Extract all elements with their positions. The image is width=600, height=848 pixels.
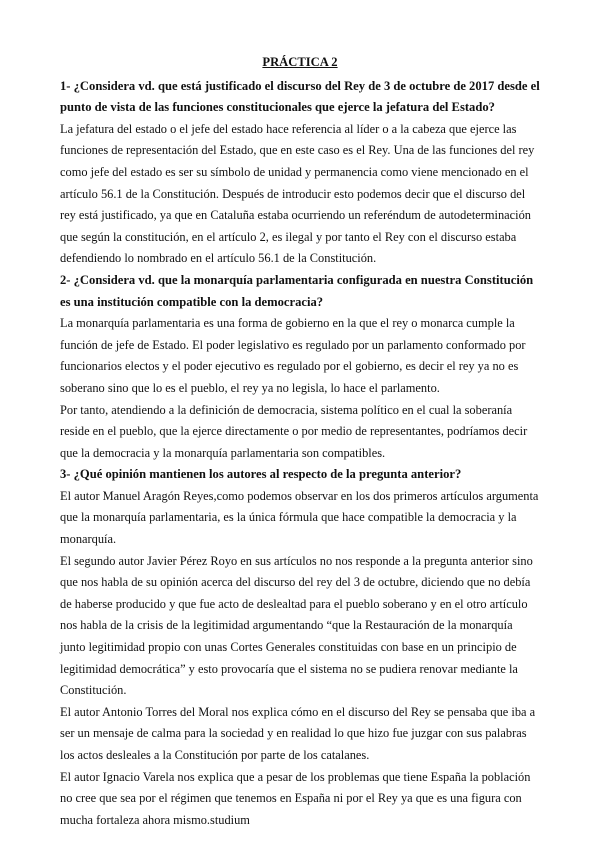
section-1 xyxy=(60,76,540,270)
question-1: 1- ¿Considera vd. que está justificado el discurso del Rey de 3 de octubre de 2017 desde el punto de vista de las funciones constitucionales que ejerce la jefatura del Estado? xyxy=(60,78,540,115)
answer-3-paragraph-2: El segundo autor Javier Pérez Royo en sus artículos no nos responde a la pregunta anterior sino que nos habla de su opinión acerca del discurso del rey del 3 de octubre, diciendo que no debía de haberse producido y que fue acto de deslealtad para el pueblo soberano y en el otro artículo nos habla de la crisis de la legitimidad argumentando “que la Restauración de la monarquía junto legitimidad propio con unas Cortes Generales constituidas con base en un principio de legitimidad democrática” y esto provocaría que el sistema no se pudiera renovar mediante la Constitución. xyxy=(60,553,533,698)
answer-3-paragraph-3: El autor Antonio Torres del Moral nos explica cómo en el discurso del Rey se pensaba que iba a ser un mensaje de calma para la sociedad y en realidad lo que hizo fue juzgar con sus palabras los actos desleales a la Constitución por parte de los catalanes. xyxy=(60,704,536,762)
answer-3-paragraph-1: El autor Manuel Aragón Reyes,como podemos observar en los dos primeros artículos argumenta que la monarquía parlamentaria, es la única fórmula que hace compatible la democracia y la monarquía. xyxy=(60,488,539,547)
answer-2-paragraph-1: La monarquía parlamentaria es una forma de gobierno en la que el rey o monarca cumple la función de jefe de Estado. El poder legislativo es regulado por un parlamento conformado por funcionarios electos y el poder ejecutivo es regulado por el gobierno, es decir el rey ya no es soberano sino que lo es el pueblo, el rey ya no legisla, lo hace el parlamento. xyxy=(60,316,526,395)
answer-1-paragraph-1: La jefatura del estado o el jefe del estado hace referencia al líder o a la cabeza que ejerce las funciones de representación del Estado, que en este caso es el Rey. Una de las funciones del rey como jefe del estado es ser su símbolo de unidad y permanencia como viene mencionado en el artículo 56.1 de la Constitución. Después de introducir esto podemos decir que el discurso del rey está justificado, ya que en Cataluña estaba ocurriendo un referéndum de autodeterminación que según la constitución, en el artículo 2, es ilegal y por tanto el Rey con el discurso estaba defendiendo lo nombrado en el artículo 56.1 de la Constitución. xyxy=(60,121,535,266)
answer-3-paragraph-4: El autor Ignacio Varela nos explica que a pesar de los problemas que tiene España la población no cree que sea por el régimen que tenemos en España ni por el Rey ya que es una figura con mucha fortaleza ahora mismo.studium xyxy=(60,769,531,827)
section-2 xyxy=(60,270,540,464)
question-2: 2- ¿Considera vd. que la monarquía parlamentaria configurada en nuestra Constitución es una institución compatible con la democracia? xyxy=(60,272,534,309)
answer-2-paragraph-2: Por tanto, atendiendo a la definición de democracia, sistema político en el cual la soberanía reside en el pueblo, que la ejerce directamente o por medio de representantes, podríamos decir que la democracia y la monarquía parlamentaria son compatibles. xyxy=(60,402,528,460)
question-3: 3- ¿Qué opinión mantienen los autores al respecto de la pregunta anterior? xyxy=(60,467,462,482)
page-title: PRÁCTICA 2 xyxy=(262,55,338,69)
section-3 xyxy=(60,464,540,831)
